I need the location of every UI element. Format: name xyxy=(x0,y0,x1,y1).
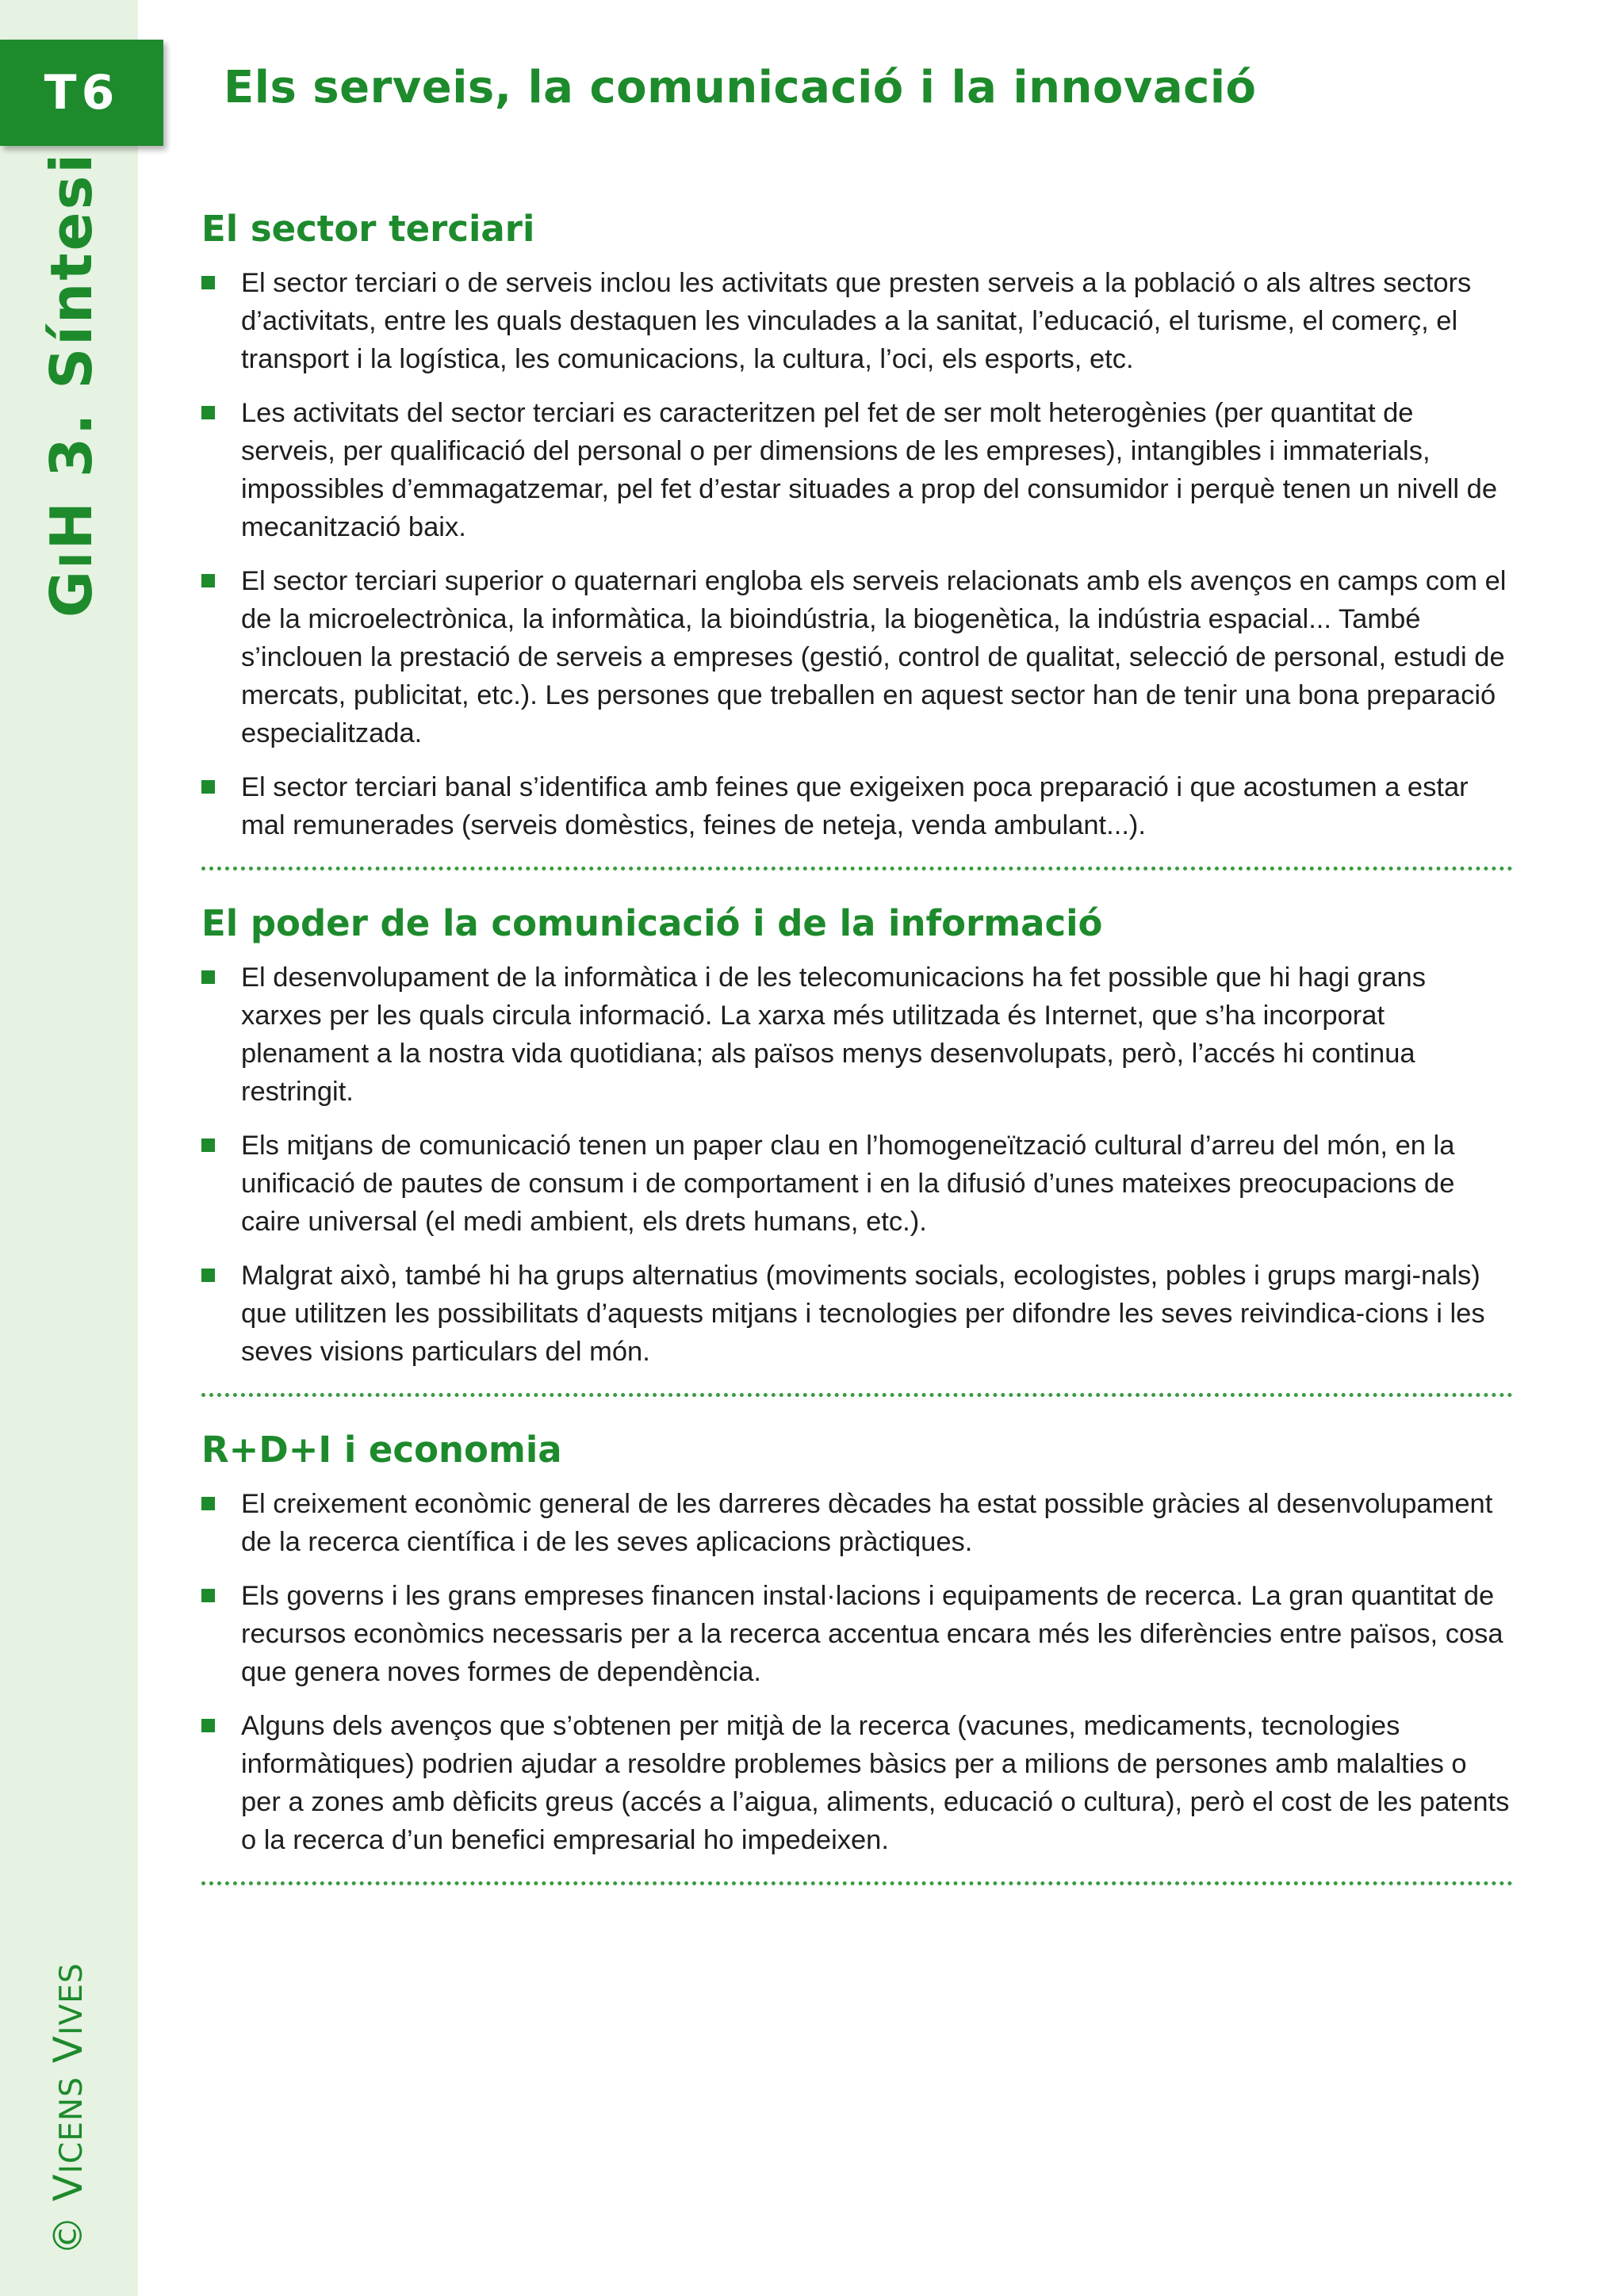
square-bullet-icon xyxy=(201,1497,215,1510)
list-item-text: El creixement econòmic general de les darreres dècades ha estat possible gràcies al desenvolupament de la recerca científica i de les seves aplicacions pràctiques. xyxy=(241,1489,1493,1557)
list-item xyxy=(201,562,1513,752)
bullet-list xyxy=(201,1485,1513,1859)
list-item-text: El desenvolupament de la informàtica i de les telecomunicacions ha fet possible que hi hagi grans xarxes per les quals circula informació. La xarxa més utilitzada és Internet, que s’ha incorporat plenament a la nostra vida quotidiana; als països menys desenvolupats, però, l’accés hi continua restringit. xyxy=(241,962,1426,1107)
publisher-v2: V xyxy=(45,2035,91,2077)
section-comunicacio xyxy=(201,902,1513,1371)
list-item-text: Els mitjans de comunicació tenen un paper clau en l’homogeneïtzació cultural d’arreu del món, en la unificació de pautes de consum i de comportament i en la difusió d’unes mateixes preocupacions de caire universal (el medi ambient, els drets humans, etc.). xyxy=(241,1131,1455,1237)
bullet-list xyxy=(201,959,1513,1371)
list-item xyxy=(201,1707,1513,1859)
list-item-text: Els governs i les grans empreses financen instal·lacions i equipaments de recerca. La gran quantitat de recursos econòmics necessaris per a la recerca accentua encara més les diferències entre països, cosa que genera noves formes de dependència. xyxy=(241,1581,1503,1687)
dotted-divider xyxy=(201,1393,1513,1397)
list-item xyxy=(201,959,1513,1111)
square-bullet-icon xyxy=(201,970,215,984)
publisher-v1: V xyxy=(45,2173,91,2202)
bullet-list xyxy=(201,264,1513,844)
list-item-text: El sector terciari o de serveis inclou les activitats que presten serveis a la població o als altres sectors d’activitats, entre les quals destaquen les vinculades a la sanitat, l’educació, el turisme, el comerç, el transport i la logística, les comunicacions, la cultura, l’oci, els esports, etc. xyxy=(241,268,1472,374)
unit-tab: T6 xyxy=(0,40,163,146)
list-item-text: Les activitats del sector terciari es caracteritzen pel fet de ser molt heterogènies (per quantitat de serveis, per qualificació del personal o per dimensions de les empreses), intangibles i immaterials, impossibles d’emmagatzemar, pel fet d’estar situades a prop del consumidor i perquè tenen un nivell de mecanització baix. xyxy=(241,398,1498,542)
section-title: El sector terciari xyxy=(201,208,535,250)
list-item-text: El sector terciari banal s’identifica amb feines que exigeixen poca preparació i que acostumen a estar mal remunerades (serveis domèstics, feines de neteja, venda ambulant...). xyxy=(241,772,1469,840)
list-item-text: Malgrat això, també hi ha grups alternatius (moviments socials, ecologistes, pobles i grups margi-nals) que utilitzen les possibilitats d’aquests mitjans i tecnologies per difondre les seves reivindica-cions i les seves visions particulars del món. xyxy=(241,1261,1485,1367)
square-bullet-icon xyxy=(201,1589,215,1602)
section-rdi xyxy=(201,1429,1513,1859)
square-bullet-icon xyxy=(201,1138,215,1152)
publisher-icens: ICENS xyxy=(54,2076,90,2174)
publisher-ives: IVES xyxy=(54,1962,90,2036)
square-bullet-icon xyxy=(201,1269,215,1282)
list-item-text: El sector terciari superior o quaternari engloba els serveis relacionats amb els avenços en camps com el de la microelectrònica, la informàtica, la bioindústria, la biogenètica, la indústria espacial... També s’inclouen la prestació de serveis a empreses (gestió, control de qualitat, selecció de personal, estudi de mercats, publicitat, etc.). Les persones que treballen en aquest sector han de tenir una bona preparació especialitzada. xyxy=(241,566,1507,748)
square-bullet-icon xyxy=(201,574,215,587)
list-item xyxy=(201,1485,1513,1561)
square-bullet-icon xyxy=(201,1719,215,1732)
section-title: R+D+I i economia xyxy=(201,1429,562,1471)
list-item xyxy=(201,1127,1513,1241)
square-bullet-icon xyxy=(201,406,215,419)
list-item-text: Alguns dels avenços que s’obtenen per mitjà de la recerca (vacunes, medicaments, tecnologies informàtiques) podrien ajudar a resoldre problemes bàsics per a milions de persones amb malalties o per a zones amb dèficits greus (accés a l’aigua, aliments, educació o cultura), però el cost de les patents o la recerca d’un benefici empresarial ho impedeixen. xyxy=(241,1711,1510,1855)
list-item xyxy=(201,1257,1513,1371)
content xyxy=(201,208,1513,1917)
square-bullet-icon xyxy=(201,780,215,794)
sidebar-title-prefix: G xyxy=(38,568,105,618)
list-item xyxy=(201,768,1513,844)
dotted-divider xyxy=(201,867,1513,871)
copyright-symbol: © xyxy=(45,2214,91,2256)
dotted-divider xyxy=(201,1881,1513,1885)
list-item xyxy=(201,394,1513,546)
sidebar-title xyxy=(38,151,105,618)
sidebar-title-small: I xyxy=(51,549,102,568)
square-bullet-icon xyxy=(201,276,215,289)
sidebar-title-rest: H 3. Síntesi xyxy=(38,151,105,550)
list-item xyxy=(201,1577,1513,1691)
section-title: El poder de la comunicació i de la informació xyxy=(201,902,1103,944)
publisher-credit xyxy=(45,1962,91,2255)
list-item xyxy=(201,264,1513,378)
section-sector-terciari xyxy=(201,208,1513,844)
page-title: Els serveis, la comunicació i la innovació xyxy=(224,62,1257,113)
